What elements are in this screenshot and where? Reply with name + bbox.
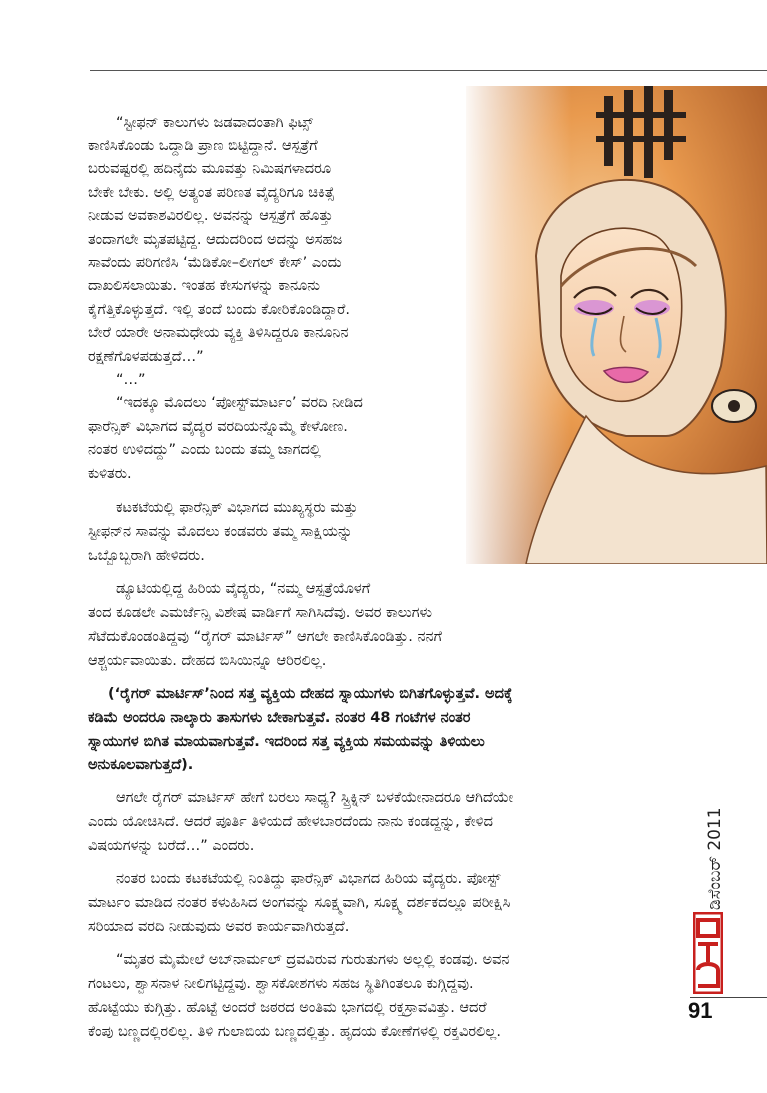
article-line: ಕಡಿಮೆ ಅಂದರೂ ನಾಲ್ಕಾರು ತಾಸುಗಳು ಬೇಕಾಗುತ್ತವೆ. ನಂತರ 48 ಗಂಟೆಗಳ ನಂತರ <box>88 710 471 726</box>
article-line: ಮಾರ್ಟಂ ಮಾಡಿದ ನಂತರ ಕಳುಹಿಸಿದ ಅಂಗವನ್ನು ಸೂಕ್ಷ್ಮವಾಗಿ, ಸೂಕ್ಷ್ಮ ದರ್ಶಕದಲ್ಲೂ ಪರೀಕ್ಷಿಸಿ <box>88 895 511 911</box>
article-line: ಕೆಂಪು ಬಣ್ಣದಲ್ಲಿರಲಿಲ್ಲ. ತಿಳಿ ಗುಲಾಬಿಯ ಬಣ್ಣದಲ್ಲಿತ್ತು. ಹೃದಯ ಕೋಣೆಗಳಲ್ಲಿ ರಕ್ತವಿರಲಿಲ್ಲ. <box>88 1024 501 1040</box>
article-line: ಫಾರೆನ್ಸಿಕ್ ವಿಭಾಗದ ವೈದ್ಯರ ವರದಿಯನ್ನೊಮ್ಮೆ ಕೇಳೋಣ. <box>88 419 348 435</box>
article-line: ರಕ್ಷಣೆಗೊಳಪಡುತ್ತದೆ…” <box>88 349 204 365</box>
article-line: ಸರಿಯಾದ ವರದಿ ನೀಡುವುದು ಅವರ ಕಾರ್ಯವಾಗಿರುತ್ತದೆ. <box>88 919 350 935</box>
article-line: ಸೆಟೆದುಕೊಂಡಂತಿದ್ದವು “ರೈಗರ್ ಮಾರ್ಟಿಸ್” ಆಗಲೇ ಕಾಣಿಸಿಕೊಂಡಿತ್ತು. ನನಗೆ <box>88 629 442 645</box>
article-line: ಎಂದು ಯೋಚಿಸಿದೆ. ಆದರೆ ಪೂರ್ತಿ ತಿಳಿಯದೆ ಹೇಳಬಾರದೆಂದು ನಾನು ಕಂಡದ್ದನ್ನು, ಕೇಳಿದ <box>88 814 493 830</box>
article-line: ಬೇರೆ ಯಾರೇ ಅನಾಮಧೇಯ ವ್ಯಕ್ತಿ ತಿಳಿಸಿದ್ದರೂ ಕಾನೂನಿನ <box>88 325 349 341</box>
article-line: ಬರುವಷ್ಟರಲ್ಲಿ ಹದಿನೈದು ಮೂವತ್ತು ನಿಮಿಷಗಳಾದರೂ <box>88 161 332 177</box>
article-line: “ಸ್ಟೀಫನ್ ಕಾಲುಗಳು ಜಡವಾದಂತಾಗಿ ಫಿಟ್ಸ್ <box>116 115 314 131</box>
issue-date: ಡಿಸೆಂಬರ್ 2011 <box>705 807 725 910</box>
article-line: ನಂತರ ಬಂದು ಕಟಕಟೆಯಲ್ಲಿ ನಿಂತಿದ್ದು ಫಾರೆನ್ಸಿಕ್ ವಿಭಾಗದ ಹಿರಿಯ ವೈದ್ಯರು. ಪೋಸ್ಟ್ <box>116 871 501 887</box>
article-line: ವಿಷಯಗಳನ್ನು ಬರೆದೆ…” ಎಂದರು. <box>88 838 255 854</box>
article-line: “ಇದಕ್ಕೂ ಮೊದಲು ‘ಪೋಸ್ಟ್‌ಮಾರ್ಟಂ’ ವರದಿ ನೀಡಿದ <box>116 395 363 411</box>
article-line: ನೀಡುವ ಅವಕಾಶವಿರಲಿಲ್ಲ. ಅವನನ್ನು ಆಸ್ಪತ್ರೆಗೆ ಹೊತ್ತು <box>88 208 333 224</box>
article-line: ಸಾವೆಂದು ಪರಿಗಣಿಸಿ ‘ಮೆಡಿಕೋ–ಲೀಗಲ್ ಕೇಸ್’ ಎಂದು <box>88 255 342 271</box>
article-line: ಬೇಕೇ ಬೇಕು. ಅಲ್ಲಿ ಅತ್ಯಂತ ಪರಿಣತ ವೈದ್ಯರಿಗೂ ಚಿಕಿತ್ಸೆ <box>88 185 335 201</box>
article-line: ಗಂಟಲು, ಶ್ವಾಸನಾಳ ನೀಲಿಗಟ್ಟಿದ್ದವು. ಶ್ವಾಸಕೋಶಗಳು ಸಹಜ ಸ್ಥಿತಿಗಿಂತಲೂ ಕುಗ್ಗಿದ್ದವು. <box>88 976 474 992</box>
article-line: ಸ್ಟೀಫನ್‌ನ ಸಾವನ್ನು ಮೊದಲು ಕಂಡವರು ತಮ್ಮ ಸಾಕ್ಷಿಯನ್ನು <box>88 524 353 540</box>
article-line: ಕುಳಿತರು. <box>88 466 132 482</box>
page-number: 91 <box>688 998 713 1023</box>
article-line: ಆಶ್ಚರ್ಯವಾಯಿತು. ದೇಹದ ಬಿಸಿಯಿನ್ನೂ ಆರಿರಲಿಲ್ಲ. <box>88 653 327 669</box>
article-line: ಕಟಕಟೆಯಲ್ಲಿ ಫಾರೆನ್ಸಿಕ್ ವಿಭಾಗದ ಮುಖ್ಯಸ್ಥರು ಮತ್ತು <box>116 500 358 516</box>
article-line: “…” <box>116 372 146 388</box>
article-illustration <box>466 86 767 564</box>
magazine-logo <box>693 912 723 994</box>
article-line: ಒಬ್ಬೊಬ್ಬರಾಗಿ ಹೇಳಿದರು. <box>88 548 205 564</box>
article-line: (‘ರೈಗರ್ ಮಾರ್ಟಿಸ್’ನಿಂದ ಸತ್ತ ವ್ಯಕ್ತಿಯ ದೇಹದ ಸ್ನಾಯುಗಳು ಬಿಗಿತಗೊಳ್ಳುತ್ತವೆ. ಅದಕ್ಕೆ <box>108 686 513 702</box>
article-line: ಹೊಟ್ಟೆಯು ಕುಗ್ಗಿತ್ತು. ಹೊಟ್ಟೆ ಅಂದರೆ ಜಠರದ ಅಂತಿಮ ಭಾಗದಲ್ಲಿ ರಕ್ತಸ್ರಾವವಿತ್ತು. ಆದರೆ <box>88 1000 487 1016</box>
article-line: ತಂದ ಕೂಡಲೇ ಎಮರ್ಜೆನ್ಸಿ ವಿಶೇಷ ವಾರ್ಡಿಗೆ ಸಾಗಿಸಿದೆವು. ಅವರ ಕಾಲುಗಳು <box>88 605 433 621</box>
article-line: ಡ್ಯೂಟಿಯಲ್ಲಿದ್ದ ಹಿರಿಯ ವೈದ್ಯರು, “ನಮ್ಮ ಆಸ್ಪತ್ರೆಯೊಳಗೆ <box>116 581 371 597</box>
article-line: ಕಾಣಿಸಿಕೊಂಡು ಒದ್ದಾಡಿ ಪ್ರಾಣ ಬಿಟ್ಟಿದ್ದಾನೆ. ಆಸ್ಪತ್ರೆಗೆ <box>88 138 318 154</box>
article-line: ದಾಖಲಿಸಲಾಯಿತು. ಇಂತಹ ಕೇಸುಗಳನ್ನು ಕಾನೂನು <box>88 278 320 294</box>
article-line: ಆಗಲೇ ರೈಗರ್ ಮಾರ್ಟಿಸ್ ಹೇಗೆ ಬರಲು ಸಾಧ್ಯ? ಸ್ಟ್ರಿಕ್ನಿನ್ ಬಳಕೆಯೇನಾದರೂ ಆಗಿದೆಯೇ <box>116 790 514 806</box>
article-line: ಕೈಗೆತ್ತಿಕೊಳ್ಳುತ್ತದೆ. ಇಲ್ಲಿ ತಂದೆ ಬಂದು ಕೋರಿಕೊಂಡಿದ್ದಾರೆ. <box>88 302 350 318</box>
article-line: “ಮೃತರ ಮೈಮೇಲೆ ಅಬ್‌ನಾರ್ಮಲ್ ದ್ರವವಿರುವ ಗುರುತುಗಳು ಅಲ್ಲಲ್ಲಿ ಕಂಡವು. ಅವನ <box>116 952 510 968</box>
article-line: ನಂತರ ಉಳಿದದ್ದು” ಎಂದು ಬಂದು ತಮ್ಮ ಜಾಗದಲ್ಲಿ <box>88 442 321 458</box>
article-line: ಅನುಕೂಲವಾಗುತ್ತದೆ). <box>88 757 194 773</box>
article-line: ಸ್ನಾಯುಗಳ ಬಿಗಿತ ಮಾಯವಾಗುತ್ತವೆ. ಇದರಿಂದ ಸತ್ತ ವ್ಯಕ್ತಿಯ ಸಮಯವನ್ನು ತಿಳಿಯಲು <box>88 734 485 750</box>
article-line: ತಂದಾಗಲೇ ಮೃತಪಟ್ಟಿದ್ದ. ಆದುದರಿಂದ ಅದನ್ನು ಅಸಹಜ <box>88 232 343 248</box>
